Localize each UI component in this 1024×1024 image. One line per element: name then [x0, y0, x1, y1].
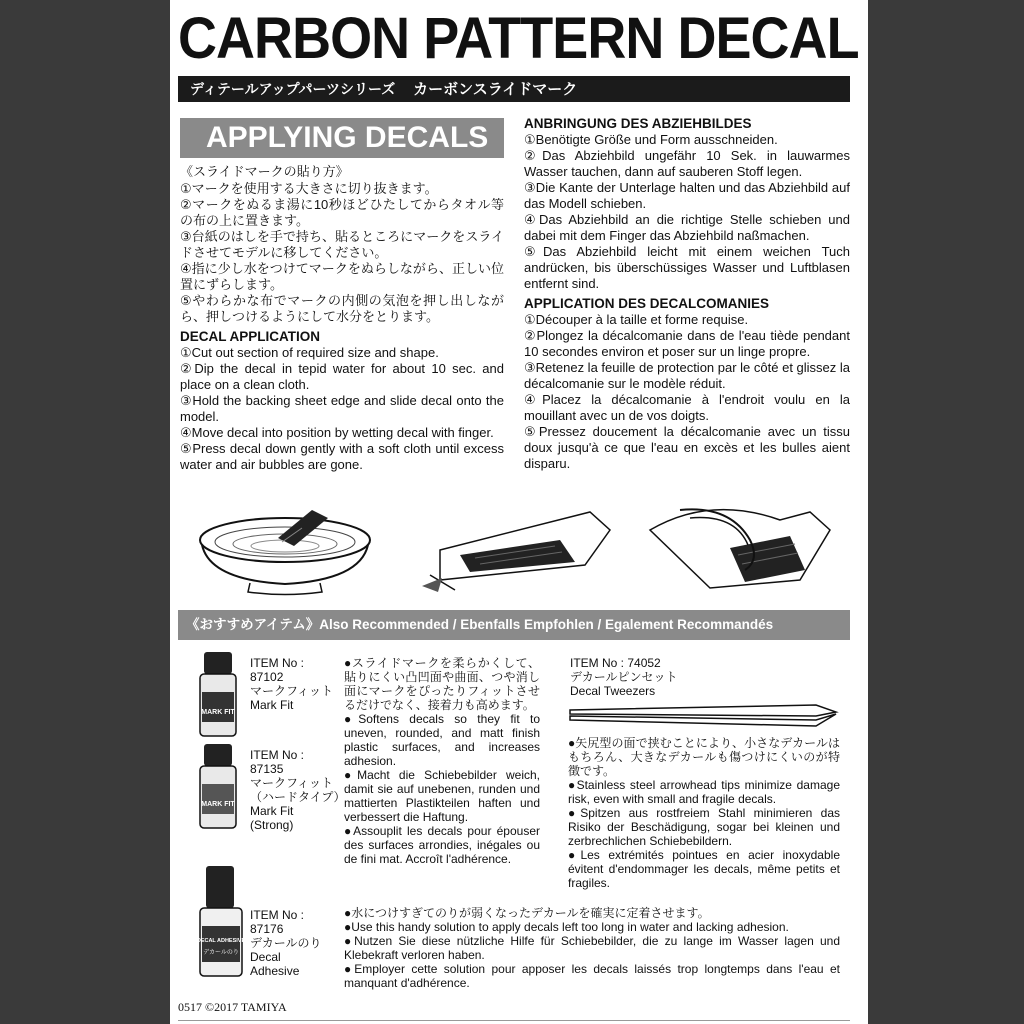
- desc-line: ●Les extrémités pointues en acier inoxydable évitent d'endommager les decals, même petits et fragiles.: [568, 848, 840, 890]
- subtitle-bar: [178, 76, 850, 102]
- french-step: ③Retenez la feuille de protection par le côté et glissez la décalcomanie sur le modèle réduit.: [524, 360, 851, 391]
- tweezers-description: [568, 736, 840, 890]
- item-name-jp-type: （ハードタイプ）: [250, 790, 346, 804]
- desc-line: ●Employer cette solution pour apposer les decals laissés trop longtemps dans l'eau et manquant d'adhérence.: [344, 962, 840, 990]
- finger-press-illustration: [650, 509, 830, 588]
- french-heading: APPLICATION DES DECALCOMANIES: [524, 296, 770, 311]
- japanese-step: ⑤やわらかな布でマークの内側の気泡を押し出しながら、押しつけるようにして水分をとります。: [180, 293, 504, 324]
- desc-line: ●Stainless steel arrowhead tips minimize damage risk, even with small and fragile decals.: [568, 778, 840, 806]
- desc-line: ●Assouplit les decals pour épouser des surfaces arrondies, inégales ou de fini mat. Accroît l'adhérence.: [344, 824, 540, 866]
- german-step: ④Das Abziehbild an die richtige Stelle schieben und dabei mit dem Finger das Abziehbild naßmachen.: [524, 212, 850, 243]
- german-heading: ANBRINGUNG DES ABZIEHBILDES: [524, 116, 752, 131]
- main-title: CARBON PATTERN DECAL: [178, 6, 859, 71]
- mark-fit-strong-bottle-label: MARK FIT: [201, 801, 235, 808]
- applying-decals-heading: APPLYING DECALS: [180, 118, 504, 158]
- recommended-heading: 《おすすめアイテム》Also Recommended / Ebenfalls Empfohlen / Egalement Recommandés: [178, 610, 850, 640]
- tweezers-image: [566, 700, 842, 730]
- french-step: ②Plongez la décalcomanie dans de l'eau tiède pendant 10 secondes environ et poser sur un linge propre.: [524, 328, 850, 359]
- mark-fit-bottle-image: [194, 652, 242, 738]
- item-number: ITEM No : 87135: [250, 748, 305, 776]
- item-number: ITEM No : 74052: [570, 656, 661, 670]
- german-step: ⑤Das Abziehbild leicht mit einem weichen Tuch andrücken, bis überschüssiges Wasser und Luftblasen entfernt sind.: [524, 244, 850, 291]
- english-step: ③Hold the backing sheet edge and slide decal onto the model.: [180, 393, 504, 424]
- water-bowl-illustration: [200, 510, 370, 595]
- english-step: ⑤Press decal down gently with a soft cloth until excess water and air bubbles are gone.: [180, 441, 504, 472]
- decal-adhesive-bottle-label-jp: デカールのり: [203, 949, 239, 956]
- item-number: ITEM No : 87102: [250, 656, 305, 684]
- desc-line: ●スライドマークを柔らかくして、貼りにくい凸凹面や曲面、つや消し面にマークをぴったりフィットさせるだけでなく、接着力も高めます。: [344, 656, 540, 712]
- item-name-en: Decal Tweezers: [570, 684, 656, 698]
- decal-adhesive-description: [344, 906, 840, 990]
- item-name-jp: マークフィット: [250, 684, 334, 698]
- german-step: ③Die Kante der Unterlage halten und das Abziehbild auf das Modell schieben.: [524, 180, 850, 211]
- desc-line: ●Macht die Schiebebilder weich, damit sie auf unebenen, runden und mattierten Plastikteilen haften und verbessert die Haftung.: [344, 768, 540, 824]
- japanese-step: ②マークをぬるま湯に10秒ほどひたしてからタオル等の布の上に置きます。: [180, 197, 504, 228]
- subtitle-product: カーボンスライドマーク: [413, 81, 578, 98]
- mark-fit-description: [344, 656, 540, 866]
- decal-adhesive-bottle-image: [192, 866, 250, 978]
- item-name-en: Mark Fit: [250, 804, 294, 818]
- desc-line: ●Use this handy solution to apply decals left too long in water and lacking adhesion.: [344, 920, 789, 934]
- desc-line: ●矢尻型の面で挟むことにより、小さなデカールはもちろん、大きなデカールも傷つけにくいのが特徴です。: [568, 736, 840, 778]
- desc-line: ●Nutzen Sie diese nützliche Hilfe für Schiebebilder, die zu lange im Wasser lagen und Klebekraft verloren haben.: [344, 934, 840, 962]
- right-column: [524, 116, 850, 472]
- left-column: [180, 164, 504, 473]
- japanese-heading: 《スライドマークの貼り方》: [180, 164, 349, 179]
- bottom-rule: [178, 1020, 850, 1021]
- item-name-en: Decal: [250, 950, 281, 964]
- mark-fit-bottle-label: MARK FIT: [201, 709, 235, 716]
- mark-fit-item-label: [250, 656, 338, 712]
- decal-adhesive-item-label: [250, 908, 340, 978]
- french-step: ⑤Pressez doucement la décalcomanie avec un tissu doux jusqu'à ce que l'eau en excès et les bulles aient disparu.: [524, 424, 850, 471]
- desc-line: ●Softens decals so they fit to uneven, rounded, and matt finish plastic surfaces, and increases adhesion.: [344, 712, 540, 768]
- english-step: ②Dip the decal in tepid water for about 10 sec. and place on a clean cloth.: [180, 361, 504, 392]
- item-name-en-type: (Strong): [250, 818, 294, 832]
- copyright-footer: 0517 ©2017 TAMIYA: [178, 1000, 287, 1014]
- english-step: ④Move decal into position by wetting decal with finger.: [180, 425, 494, 440]
- decal-adhesive-bottle-label: DECAL ADHESIVE: [196, 938, 246, 944]
- japanese-step: ③台紙のはしを手で持ち、貼るところにマークをスライドさせてモデルに移してください。: [180, 229, 504, 260]
- item-name-en-2: Adhesive: [250, 964, 300, 978]
- english-step: ①Cut out section of required size and shape.: [180, 345, 439, 360]
- tweezers-item-label: [570, 656, 840, 698]
- japanese-step: ①マークを使用する大きさに切り抜きます。: [180, 181, 438, 196]
- mark-fit-strong-item-label: [250, 748, 346, 832]
- english-heading: DECAL APPLICATION: [180, 329, 321, 344]
- desc-line: ●水につけすぎてのりが弱くなったデカールを確実に定着させます。: [344, 906, 710, 920]
- subtitle-series: ディテールアップパーツシリーズ: [190, 81, 396, 97]
- item-name-jp: デカールのり: [250, 936, 322, 950]
- item-name-en: Mark Fit: [250, 698, 294, 712]
- item-name-jp: マークフィット: [250, 776, 334, 790]
- mark-fit-strong-bottle-image: [194, 744, 242, 830]
- german-step: ①Benötigte Größe und Form ausschneiden.: [524, 132, 778, 147]
- desc-line: ●Spitzen aus rostfreiem Stahl minimieren das Risiko der Beschädigung, sogar bei kleinen und zerbrechlichen Schiebebildern.: [568, 806, 840, 848]
- slide-decal-illustration: [422, 512, 610, 592]
- japanese-step: ④指に少し水をつけてマークをぬらしながら、正しい位置にずらします。: [180, 261, 504, 292]
- instruction-sheet: [170, 0, 868, 1024]
- german-step: ②Das Abziehbild ungefähr 10 Sek. in lauwarmes Wasser tauchen, dann auf sauberen Stoff legen.: [524, 148, 850, 179]
- french-step: ④Placez la décalcomanie à l'endroit voulu en la mouillant avec un de vos doigts.: [524, 392, 850, 423]
- item-name-jp: デカールピンセット: [570, 670, 678, 684]
- item-number: ITEM No : 87176: [250, 908, 305, 936]
- application-illustrations: [190, 500, 850, 600]
- french-step: ①Découper à la taille et forme requise.: [524, 312, 749, 327]
